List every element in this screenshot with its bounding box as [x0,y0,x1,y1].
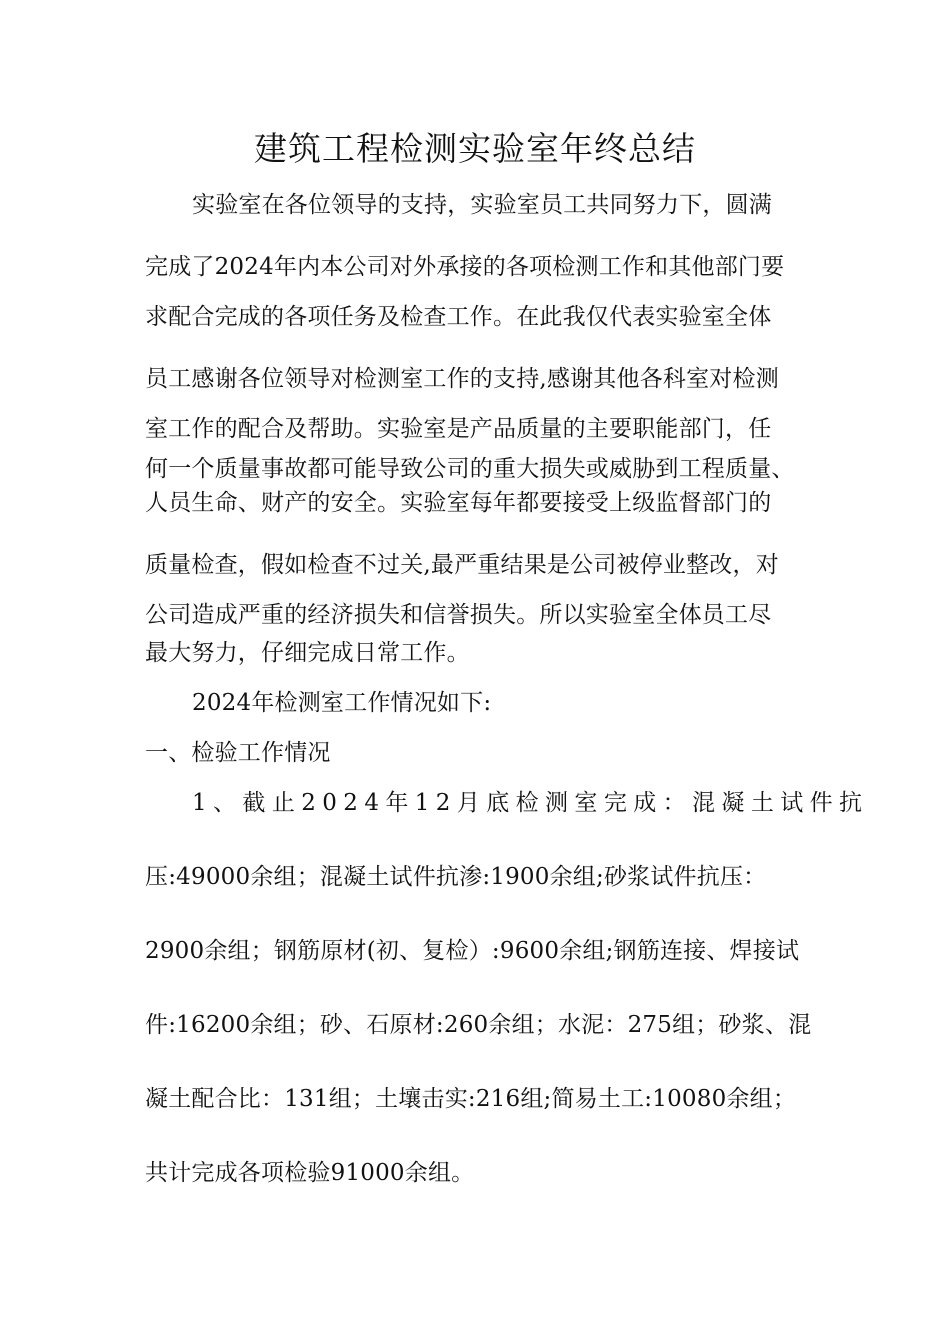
paragraph-line: 凝土配合比：131组；土壤击实:216组;简易土工:10080余组； [145,1086,797,1112]
paragraph-line: 2900余组；钢筋原材(初、复检）:9600余组;钢筋连接、焊接试 [145,938,800,964]
paragraph-line: 压:49000余组；混凝土试件抗渗:1900余组;砂浆试件抗压： [145,864,767,890]
paragraph-line: 何一个质量事故都可能导致公司的重大损失或威胁到工程质量、 [145,456,795,482]
section-intro-line: 2024年检测室工作情况如下: [192,690,492,716]
paragraph-line: 求配合完成的各项任务及检查工作。在此我仅代表实验室全体 [145,304,772,330]
section-heading: 一、检验工作情况 [145,740,331,766]
paragraph-line: 完成了2024年内本公司对外承接的各项检测工作和其他部门要 [145,254,785,280]
paragraph-line: 共计完成各项检验91000余组。 [145,1160,475,1186]
paragraph-line: 室工作的配合及帮助。实验室是产品质量的主要职能部门，任 [145,416,772,442]
paragraph-line: 件:16200余组；砂、石原材:260余组；水泥：275组；砂浆、混 [145,1012,812,1038]
document-title: 建筑工程检测实验室年终总结 [254,129,696,168]
paragraph-line: 质量检查，假如检查不过关,最严重结果是公司被停业整改，对 [145,552,779,578]
paragraph-line: 最大努力，仔细完成日常工作。 [145,640,470,666]
paragraph-line: 员工感谢各位领导对检测室工作的支持,感谢其他各科室对检测 [145,366,779,392]
paragraph-line: 实验室在各位领导的支持，实验室员工共同努力下，圆满 [192,192,772,218]
paragraph-line: 1、截止2024年12月底检测室完成：混凝土试件抗 [192,790,869,816]
paragraph-line: 人员生命、财产的安全。实验室每年都要接受上级监督部门的 [145,490,772,516]
paragraph-line: 公司造成严重的经济损失和信誉损失。所以实验室全体员工尽 [145,602,772,628]
